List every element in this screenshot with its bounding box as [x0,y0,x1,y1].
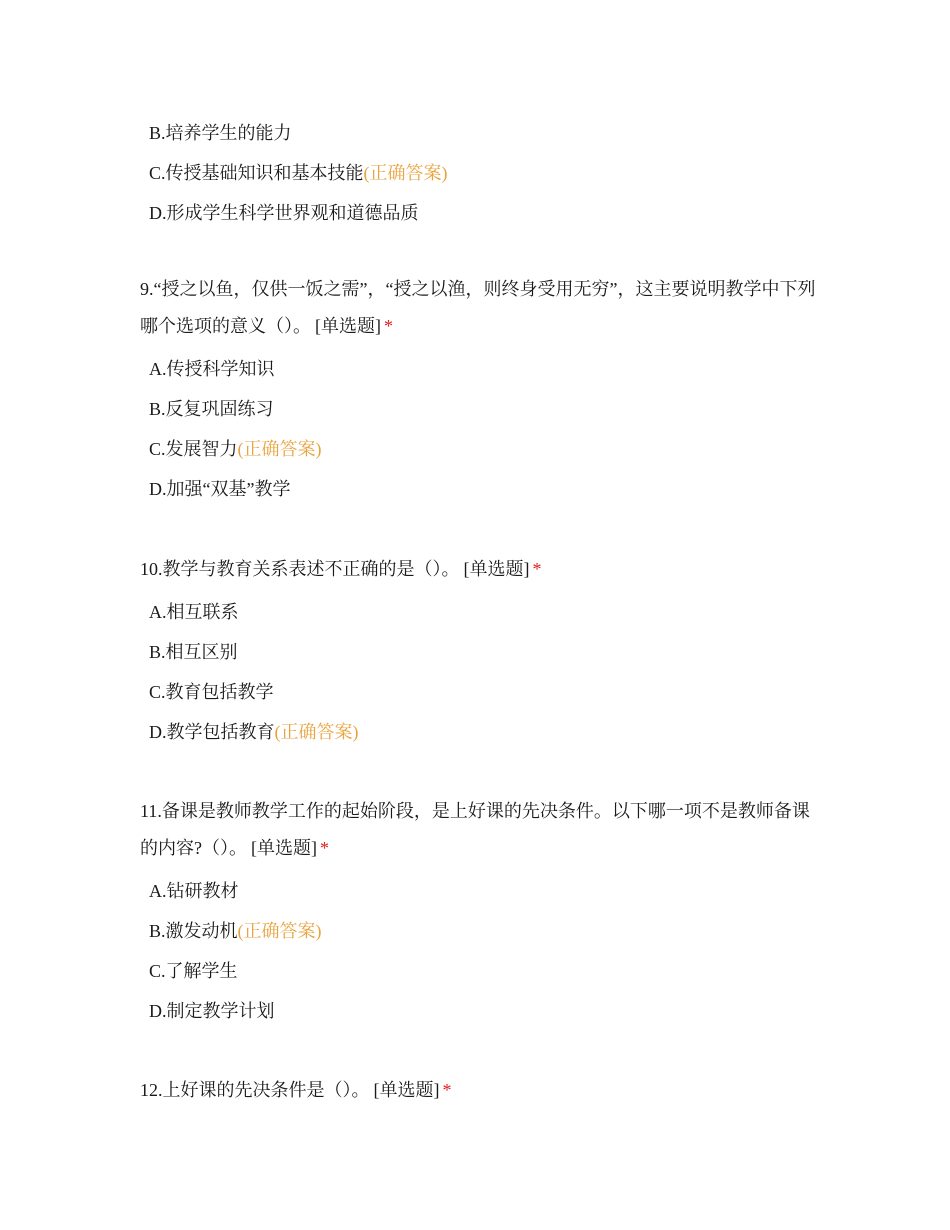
required-marker: * [442,1080,452,1100]
option-label: C.发展智力 [149,439,238,459]
question-text [140,1072,820,1109]
question-8 [140,113,820,233]
option-q9-b [140,389,820,429]
option-q8-d [140,193,820,233]
question-number: 11. [140,801,162,821]
option-q8-c [140,153,820,193]
correct-answer-tag: (正确答案) [363,163,448,183]
required-marker: * [532,559,542,579]
option-label: A.相互联系 [149,602,239,622]
option-label: B.培养学生的能力 [149,123,292,143]
question-text [140,271,820,345]
option-label: C.传授基础知识和基本技能 [149,163,364,183]
option-label: B.相互区别 [149,642,238,662]
options-list [140,592,820,752]
option-q9-c [140,429,820,469]
options-list [140,113,820,233]
option-label: A.传授科学知识 [149,359,275,379]
question-stem: 上好课的先决条件是（）。 [162,1080,370,1100]
question-12 [140,1072,820,1109]
option-label: A.钻研教材 [149,881,239,901]
option-label: D.教学包括教育 [149,722,275,742]
question-stem: “授之以鱼，仅供一饭之需”，“授之以渔，则终身受用无穷”，这主要说明教学中下列哪个选项的意义（）。 [140,279,816,336]
question-text [140,793,820,867]
option-q11-a [140,871,820,911]
question-11 [140,793,820,1031]
required-marker: * [320,838,329,858]
option-q10-c [140,672,820,712]
option-label: D.制定教学计划 [149,1001,275,1021]
option-label: C.了解学生 [149,961,238,981]
question-number: 12. [140,1080,163,1100]
option-q8-b [140,113,820,153]
question-9 [140,271,820,509]
option-q11-b [140,911,820,951]
option-q9-d [140,469,820,509]
option-q10-a [140,592,820,632]
option-q9-a [140,349,820,389]
option-label: C.教育包括教学 [149,682,274,702]
question-type: [单选题] [315,316,381,336]
correct-answer-tag: (正确答案) [237,439,322,459]
question-number: 10. [140,559,163,579]
question-10 [140,551,820,752]
option-q10-b [140,632,820,672]
option-label: D.加强“双基”教学 [149,479,291,499]
options-list [140,349,820,509]
option-q10-d [140,712,820,752]
correct-answer-tag: (正确答案) [274,722,359,742]
required-marker: * [384,316,393,336]
correct-answer-tag: (正确答案) [237,921,322,941]
question-type: [单选题] [463,559,530,579]
question-type: [单选题] [373,1080,440,1100]
question-number: 9. [140,279,154,299]
option-label: B.激发动机 [149,921,238,941]
option-q11-d [140,991,820,1031]
option-label: B.反复巩固练习 [149,399,274,419]
options-list [140,871,820,1031]
question-text [140,551,820,588]
question-type: [单选题] [251,838,317,858]
question-stem: 备课是教师教学工作的起始阶段，是上好课的先决条件。以下哪一项不是教师备课的内容?（）。 [140,801,810,858]
option-label: D.形成学生科学世界观和道德品质 [149,203,419,223]
question-stem: 教学与教育关系表述不正确的是（）。 [162,559,460,579]
option-q11-c [140,951,820,991]
